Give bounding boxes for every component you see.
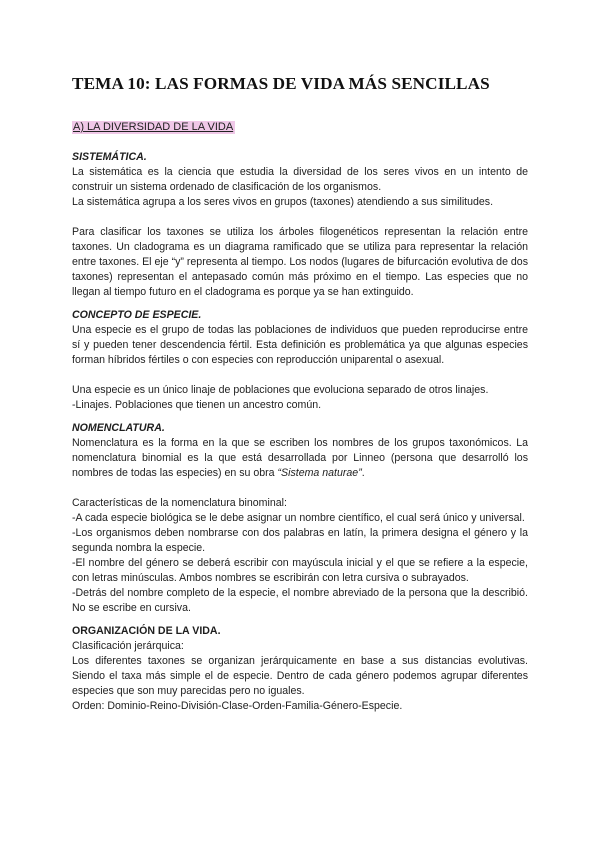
paragraph-concepto-2: Una especie es un único linaje de poblaciones que evoluciona separado de otros linajes. xyxy=(72,384,489,396)
section-heading-a-text: A) LA DIVERSIDAD DE LA VIDA xyxy=(73,121,234,133)
spacer xyxy=(72,413,528,421)
book-title: “Sistema naturae” xyxy=(277,467,362,479)
list-item: -El nombre del género se deberá escribir con mayúscula inicial y el que se refiere a la especie, con letras minúsculas. Ambos nombres se escribirán con letra cursiva o subrayados. xyxy=(72,557,528,584)
clasificacion-label: Clasificación jerárquica: xyxy=(72,640,184,652)
paragraph-sistematica-1: La sistemática es la ciencia que estudia la diversidad de los seres vivos en un intento de construir un sistema ordenado de clasificación de los organismos. xyxy=(72,166,528,193)
spacer xyxy=(72,481,528,496)
spacer xyxy=(72,368,528,383)
heading-concepto-especie: CONCEPTO DE ESPECIE. xyxy=(72,309,202,321)
heading-organizacion: ORGANIZACIÓN DE LA VIDA. xyxy=(72,625,221,637)
paragraph-nomenclatura-text: Nomenclatura es la forma en la que se escriben los nombres de los grupos taxonómicos. La nomenclatura binomial es la que está desarrollada por Linneo (persona que desarrolló los nombres de todas las especies) en su obra xyxy=(72,437,528,479)
list-item: -Detrás del nombre completo de la especie, el nombre abreviado de la persona que la describió. No se escribe en cursiva. xyxy=(72,587,528,614)
spacer xyxy=(72,300,528,308)
list-item: -Los organismos deben nombrarse con dos palabras en latín, la primera designa el género y la segunda nombra la especie. xyxy=(72,527,528,554)
paragraph-concepto-3: -Linajes. Poblaciones que tienen un ancestro común. xyxy=(72,399,322,411)
heading-nomenclatura: NOMENCLATURA. xyxy=(72,422,165,434)
paragraph-orden: Orden: Dominio-Reino-División-Clase-Orden-Familia-Género-Especie. xyxy=(72,700,403,712)
heading-sistematica: SISTEMÁTICA. xyxy=(72,151,147,163)
paragraph-nomenclatura-end: . xyxy=(361,467,365,479)
document-body xyxy=(72,150,528,714)
caracteristicas-label: Características de la nomenclatura binominal: xyxy=(72,497,287,509)
section-heading-a xyxy=(72,121,235,133)
page-title: TEMA 10: LAS FORMAS DE VIDA MÁS SENCILLAS xyxy=(72,74,490,93)
paragraph-sistematica-3: Para clasificar los taxones se utiliza los árboles filogenéticos representan la relación entre taxones. Un cladograma es un diagrama ramificado que se utiliza para representar la relación entre taxones. El eje “y” representa al tiempo. Los nodos (lugares de bifurcación evolutiva de dos taxones) representan el antepasado común más próximo en el tiempo. Las especies que no llegan al tiempo futuro en el cladograma es porque ya se han extinguido. xyxy=(72,226,528,298)
paragraph-concepto-1: Una especie es el grupo de todas las poblaciones de individuos que pueden reproducirse entre sí y pueden tener descendencia fértil. Esta definición es problemática ya que algunas especies forman híbridos fértiles o con especies con reproducción uniparental o asexual. xyxy=(72,324,528,366)
paragraph-organizacion-1: Los diferentes taxones se organizan jerárquicamente en base a sus distancias evolutivas. Siendo el taxa más simple el de especie. Dentro de cada género podemos agrupar diferentes especies que son muy parecidas pero no iguales. xyxy=(72,655,528,697)
paragraph-sistematica-2: La sistemática agrupa a los seres vivos en grupos (taxones) atendiendo a sus similitudes. xyxy=(72,196,494,208)
paragraph-nomenclatura-1 xyxy=(72,436,528,481)
spacer xyxy=(72,616,528,624)
spacer xyxy=(72,210,528,225)
list-item: -A cada especie biológica se le debe asignar un nombre científico, el cual será único y universal. xyxy=(72,512,525,524)
